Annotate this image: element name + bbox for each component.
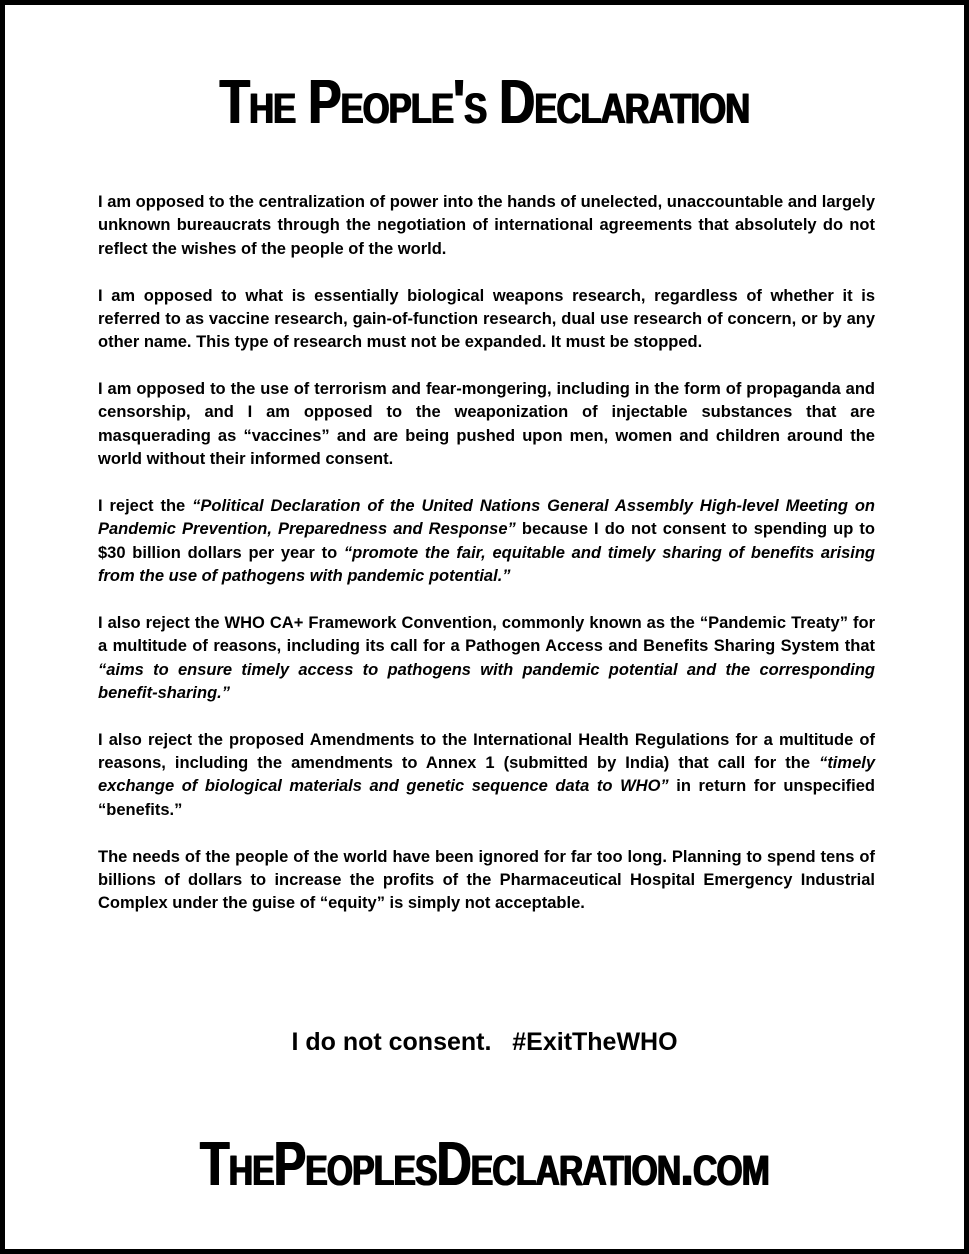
paragraph-bioweapons: I am opposed to what is essentially biological weapons research, regardless of whether it is referred to as vaccine research, gain-of-function research, dual use research of concern, or by any other name. This type of research must not be expanded. It must be stopped. [98, 286, 875, 352]
paragraph-pandemic-treaty [98, 612, 875, 705]
consent-statement: I do not consent. #ExitTheWHO [291, 1028, 678, 1056]
un-declaration-benefits-quote: “promote the fair, equitable and timely sharing of benefits arising from the use of pathogens with pandemic potential.” [98, 543, 875, 585]
ihr-amendments-lead: I also reject the proposed Amendments to the International Health Regulations for a multitude of reasons, including the amendments to Annex 1 (submitted by India) that call for the [98, 730, 875, 773]
ihr-amendments-quote: “timely exchange of biological materials and genetic sequence data to WHO” [98, 754, 875, 796]
paragraph-ihr-amendments [98, 729, 875, 822]
pandemic-treaty-quote: “aims to ensure timely access to pathogens with pandemic potential and the corresponding benefit-sharing.” [98, 660, 875, 702]
declaration-body [98, 191, 875, 916]
page-title: The People's Declaration [219, 68, 750, 137]
paragraph-centralization: I am opposed to the centralization of power into the hands of unelected, unaccountable and largely unknown bureaucrats through the negotiation of international agreements that absolutely do not reflect the wishes of the people of the world. [98, 193, 875, 258]
un-declaration-lead: I reject the [98, 497, 193, 516]
paragraph-terrorism: I am opposed to the use of terrorism and fear-mongering, including in the form of propaganda and censorship, and I am opposed to the weaponization of injectable substances that are masquerading as “vaccines” and are being pushed upon men, women and children around the world without their informed consent. [98, 380, 875, 469]
pandemic-treaty-lead: I also reject the WHO CA+ Framework Convention, commonly known as the “Pandemic Treaty” for a multitude of reasons, including its call for a Pathogen Access and Benefits Sharing System that [98, 613, 875, 656]
paragraph-un-declaration [98, 495, 875, 588]
footer-website: ThePeoplesDeclaration.com [200, 1130, 769, 1199]
un-declaration-title-quote: “Political Declaration of the United Nations General Assembly High-level Meeting on Pandemic Prevention, Preparedness and Response” [98, 497, 875, 539]
paragraph-needs: The needs of the people of the world have been ignored for far too long. Planning to spend tens of billions of dollars to increase the profits of the Pharmaceutical Hospital Emergency Industrial Complex under the guise of “equity” is simply not acceptable. [98, 847, 875, 913]
ihr-amendments-tail: in return for unspecified “benefits.” [98, 777, 875, 819]
un-declaration-middle: because I do not consent to spending up to $30 billion dollars per year to [98, 520, 875, 562]
